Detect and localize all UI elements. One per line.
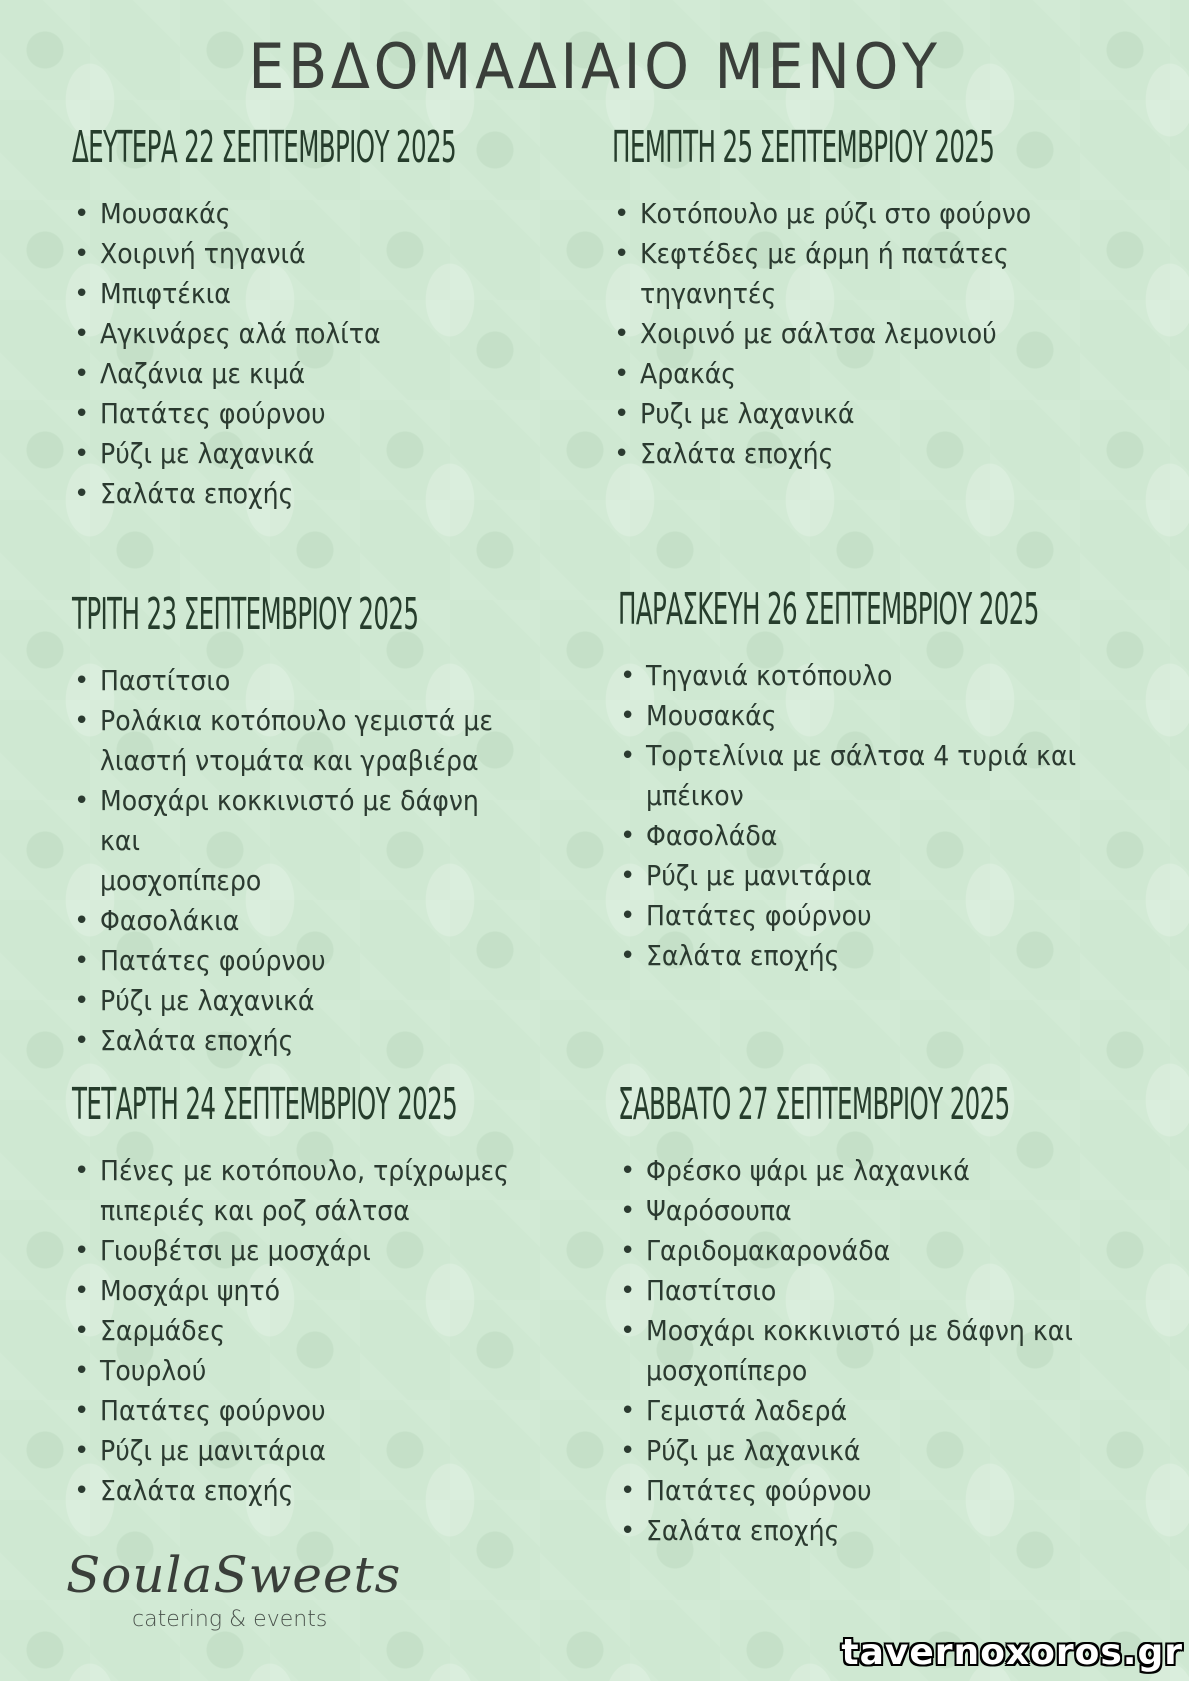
day-saturday (618, 1075, 1158, 1551)
menu-item (72, 1351, 572, 1391)
menu-item (72, 354, 572, 394)
menu-item-text: Πατάτες φούρνου (100, 1394, 326, 1427)
menu-item-text: Μπιφτέκια (100, 277, 231, 310)
menu-item (618, 1151, 1158, 1191)
menu-item (618, 1471, 1158, 1511)
day-friday (618, 580, 1158, 976)
menu-item (618, 1431, 1158, 1471)
day-title: ΣΑΒΒΑΤΟ 27 ΣΕΠΤΕΜΒΡΙΟΥ 2025 (618, 1079, 1010, 1130)
menu-item-text: Λαζάνια με κιμά (100, 357, 306, 390)
menu-item (72, 781, 572, 861)
menu-item-text: Φασολάκια (100, 904, 240, 937)
day-title: ΔΕΥΤΕΡΑ 22 ΣΕΠΤΕΜΒΡΙΟΥ 2025 (72, 122, 456, 173)
day-title: ΠΑΡΑΣΚΕΥΗ 26 ΣΕΠΤΕΜΒΡΙΟΥ 2025 (618, 584, 1039, 635)
menu-item-text: πιπεριές και ροζ σάλτσα (100, 1194, 410, 1227)
menu-item (612, 194, 1152, 234)
menu-item-text: Σαλάτα εποχής (640, 437, 834, 470)
day-thursday (612, 118, 1152, 474)
menu-item-text: Μουσακάς (100, 197, 231, 230)
menu-item (72, 234, 572, 274)
menu-item (72, 1151, 572, 1191)
menu-item (72, 1391, 572, 1431)
menu-item-text: Ρολάκια κοτόπουλο γεμιστά με (100, 704, 494, 737)
menu-item-text: Μοσχάρι κοκκινιστό με δάφνη και (100, 784, 479, 857)
menu-item (72, 394, 572, 434)
menu-item (72, 701, 572, 741)
menu-list (618, 656, 1158, 976)
menu-list (618, 1151, 1158, 1551)
menu-item (72, 1431, 572, 1471)
menu-list (72, 1151, 572, 1511)
menu-item (72, 1471, 572, 1511)
menu-item-text: μοσχοπίπερο (646, 1354, 808, 1387)
menu-item (612, 434, 1152, 474)
logo-name: SoulaSweets (66, 1546, 402, 1604)
menu-item (72, 274, 572, 314)
menu-item (72, 941, 572, 981)
menu-item-text: Σαλάτα εποχής (100, 477, 294, 510)
day-title: ΠΕΜΠΤΗ 25 ΣΕΠΤΕΜΒΡΙΟΥ 2025 (612, 122, 995, 173)
menu-item-text: Γαριδομακαρονάδα (646, 1234, 891, 1267)
menu-item (618, 896, 1158, 936)
menu-item-text: Σαλάτα εποχής (100, 1474, 294, 1507)
menu-item-text: Ψαρόσουπα (646, 1194, 792, 1227)
menu-item-text: Γεμιστά λαδερά (646, 1394, 848, 1427)
menu-item-text: Πατάτες φούρνου (646, 1474, 872, 1507)
menu-item (618, 656, 1158, 696)
page-title: ΕΒΔΟΜΑΔΙΑΙΟ ΜΕΝΟΥ (248, 30, 941, 103)
menu-item (72, 741, 572, 781)
menu-item-text: Σαλάτα εποχής (100, 1024, 294, 1057)
menu-item (72, 1021, 572, 1061)
menu-item-text: Κεφτέδες με άρμη ή πατάτες (640, 237, 1009, 270)
menu-item-text: μπέικον (646, 779, 744, 812)
day-tuesday (72, 585, 572, 1061)
menu-item-text: Χοιρινό με σάλτσα λεμονιού (640, 317, 997, 350)
menu-item-text: τηγανητές (640, 277, 777, 310)
menu-item (72, 314, 572, 354)
brand-logo (66, 1545, 402, 1635)
menu-item (72, 474, 572, 514)
menu-item (618, 856, 1158, 896)
day-monday (72, 118, 572, 514)
menu-item-text: Πατάτες φούρνου (100, 944, 326, 977)
menu-item (618, 1351, 1158, 1391)
menu-item-text: λιαστή ντομάτα και γραβιέρα (100, 744, 479, 777)
watermark: tavernoxoros.gr (841, 1632, 1183, 1673)
menu-item (72, 1231, 572, 1271)
menu-item (72, 861, 572, 901)
menu-item (618, 696, 1158, 736)
logo-tagline: catering & events (132, 1607, 328, 1632)
menu-item-text: Σαλάτα εποχής (646, 939, 840, 972)
menu-item-text: Μοσχάρι κοκκινιστό με δάφνη και (646, 1314, 1073, 1347)
menu-item-text: Τηγανιά κοτόπουλο (646, 659, 893, 692)
menu-item-text: Ρύζι με λαχανικά (100, 437, 315, 470)
menu-item (618, 1391, 1158, 1431)
menu-list (72, 661, 572, 1061)
menu-item-text: Ρύζι με μανιτάρια (100, 1434, 326, 1467)
menu-item (618, 736, 1158, 776)
menu-item (618, 1191, 1158, 1231)
menu-item (618, 936, 1158, 976)
menu-item-text: Ρύζι με λαχανικά (100, 984, 315, 1017)
menu-item-text: Παστίτσιο (100, 664, 231, 697)
menu-item (72, 194, 572, 234)
menu-item-text: Αγκινάρες αλά πολίτα (100, 317, 381, 350)
menu-item (72, 981, 572, 1021)
day-title: ΤΡΙΤΗ 23 ΣΕΠΤΕΜΒΡΙΟΥ 2025 (72, 589, 419, 640)
menu-item (618, 1231, 1158, 1271)
menu-item-text: Σαλάτα εποχής (646, 1514, 840, 1547)
menu-item-text: Τουρλού (100, 1354, 207, 1387)
menu-item-text: Πένες με κοτόπουλο, τρίχρωμες (100, 1154, 509, 1187)
menu-item-text: Ρύζι με λαχανικά (646, 1434, 861, 1467)
menu-item-text: Χοιρινή τηγανιά (100, 237, 306, 270)
day-title: ΤΕΤΑΡΤΗ 24 ΣΕΠΤΕΜΒΡΙΟΥ 2025 (72, 1079, 458, 1130)
menu-item-text: Πατάτες φούρνου (646, 899, 872, 932)
menu-item-text: Ρυζι με λαχανικά (640, 397, 855, 430)
menu-item-text: Σαρμάδες (100, 1314, 226, 1347)
menu-item (618, 1271, 1158, 1311)
menu-item-text: Πατάτες φούρνου (100, 397, 326, 430)
menu-item-text: Τορτελίνια με σάλτσα 4 τυριά και (646, 739, 1077, 772)
menu-item (72, 1191, 572, 1231)
menu-item (72, 661, 572, 701)
menu-item (618, 1311, 1158, 1351)
menu-item (612, 274, 1152, 314)
menu-item (612, 234, 1152, 274)
menu-item-text: Γιουβέτσι με μοσχάρι (100, 1234, 371, 1267)
menu-item (618, 1511, 1158, 1551)
menu-item (618, 816, 1158, 856)
menu-item (612, 314, 1152, 354)
menu-item (618, 776, 1158, 816)
menu-item-text: Φασολάδα (646, 819, 778, 852)
menu-item-text: Φρέσκο ψάρι με λαχανικά (646, 1154, 970, 1187)
day-wednesday (72, 1075, 572, 1511)
menu-item (612, 354, 1152, 394)
menu-item-text: Αρακάς (640, 357, 737, 390)
menu-item-text: Μουσακάς (646, 699, 777, 732)
menu-item-text: Ρύζι με μανιτάρια (646, 859, 872, 892)
menu-item-text: Κοτόπουλο με ρύζι στο φούρνο (640, 197, 1032, 230)
menu-list (72, 194, 572, 514)
menu-item (612, 394, 1152, 434)
menu-item (72, 901, 572, 941)
menu-item-text: Μοσχάρι ψητό (100, 1274, 281, 1307)
menu-item (72, 434, 572, 474)
menu-list (612, 194, 1152, 474)
menu-item-text: μοσχοπίπερο (100, 864, 262, 897)
menu-item-text: Παστίτσιο (646, 1274, 777, 1307)
menu-item (72, 1271, 572, 1311)
menu-item (72, 1311, 572, 1351)
